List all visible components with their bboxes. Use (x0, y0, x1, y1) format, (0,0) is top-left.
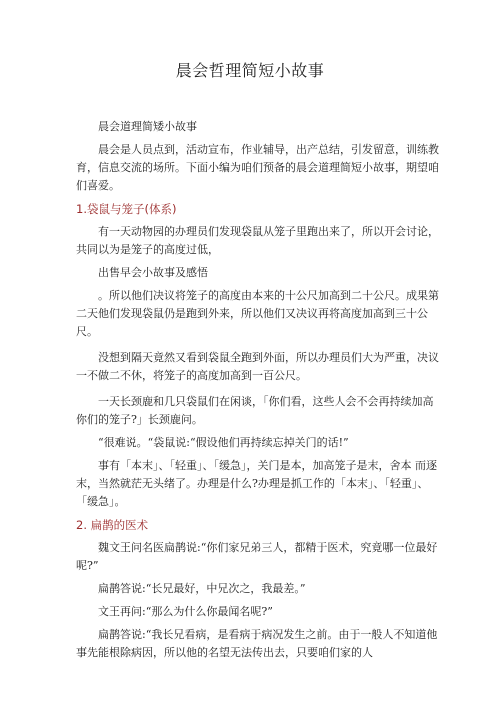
story1-paragraph-2: 出售早会小故事及感悟 (98, 266, 208, 279)
story1-paragraph-3: 。所以他们决议将笼子的高度由本来的十公尺加高到二十公尺。成果第二天他们发现袋鼠仍是跑到外来，所以他们又决议再将高度加高到三十公尺。 (76, 289, 439, 338)
story1-paragraph-4: 没想到隔天竟然又看到袋鼠全跑到外面，所以办理员们大为严重，决议一不做二不休，将笼子的高度加高到一百公尺。 (76, 351, 439, 382)
story2-paragraph-1: 魏文王问名医扁鹊说:“你们家兄弟三人，都精于医术，究竟哪一位最好呢?” (76, 541, 438, 572)
intro-paragraph: 晨会是人员点到，活动宣布，作业辅导，出产总结，引发留意，训练教育，信息交流的场所。下面小编为咱们预备的晨会道理简短小故事，期望咱们喜爱。 (76, 143, 439, 192)
story1-paragraph-5: 一天长颈鹿和几只袋鼠们在闲谈，「你们看，这些人会不会再持续加高你们的笼子?」长颈鹿问。 (76, 395, 434, 426)
story2-paragraph-2: 扁鹊答说:“长兄最好，中兄次之，我最差。” (98, 582, 306, 595)
page-title: 晨会哲理简短小故事 (175, 61, 325, 80)
story1-paragraph-6: “很难说。“袋鼠说:“假设他们再持续忘掉关门的话!” (98, 436, 349, 449)
story1-paragraph-7: 事有「本末」、「轻重」、「缓急」，关门是本，加高笼子是末，舍本 而逐末，当然就茫无头绪了。办理是什么?办理是抓工作的「本末」、「轻重」、「缓急」。 (76, 459, 437, 508)
story1-paragraph-1: 有一天动物园的办理员们发现袋鼠从笼子里跑出来了，所以开会讨论，共同以为是笼子的高度过低， (76, 225, 439, 256)
document-body (76, 118, 444, 662)
story2-paragraph-3: 文王再问:“那么为什么你最闻名呢?” (98, 605, 273, 618)
story2-heading: 2. 扁鹊的医术 (76, 518, 149, 532)
story2-paragraph-4: 扁鹊答说:“我长兄看病，是看病于病况发生之前。由于一般人不知道他事先能根除病因，所以他的名望无法传出去，只要咱们家的人 (76, 628, 438, 659)
story1-heading: 1.袋鼠与笼子(体系) (76, 202, 177, 216)
intro-subtitle: 晨会道理简矮小故事 (98, 120, 197, 133)
